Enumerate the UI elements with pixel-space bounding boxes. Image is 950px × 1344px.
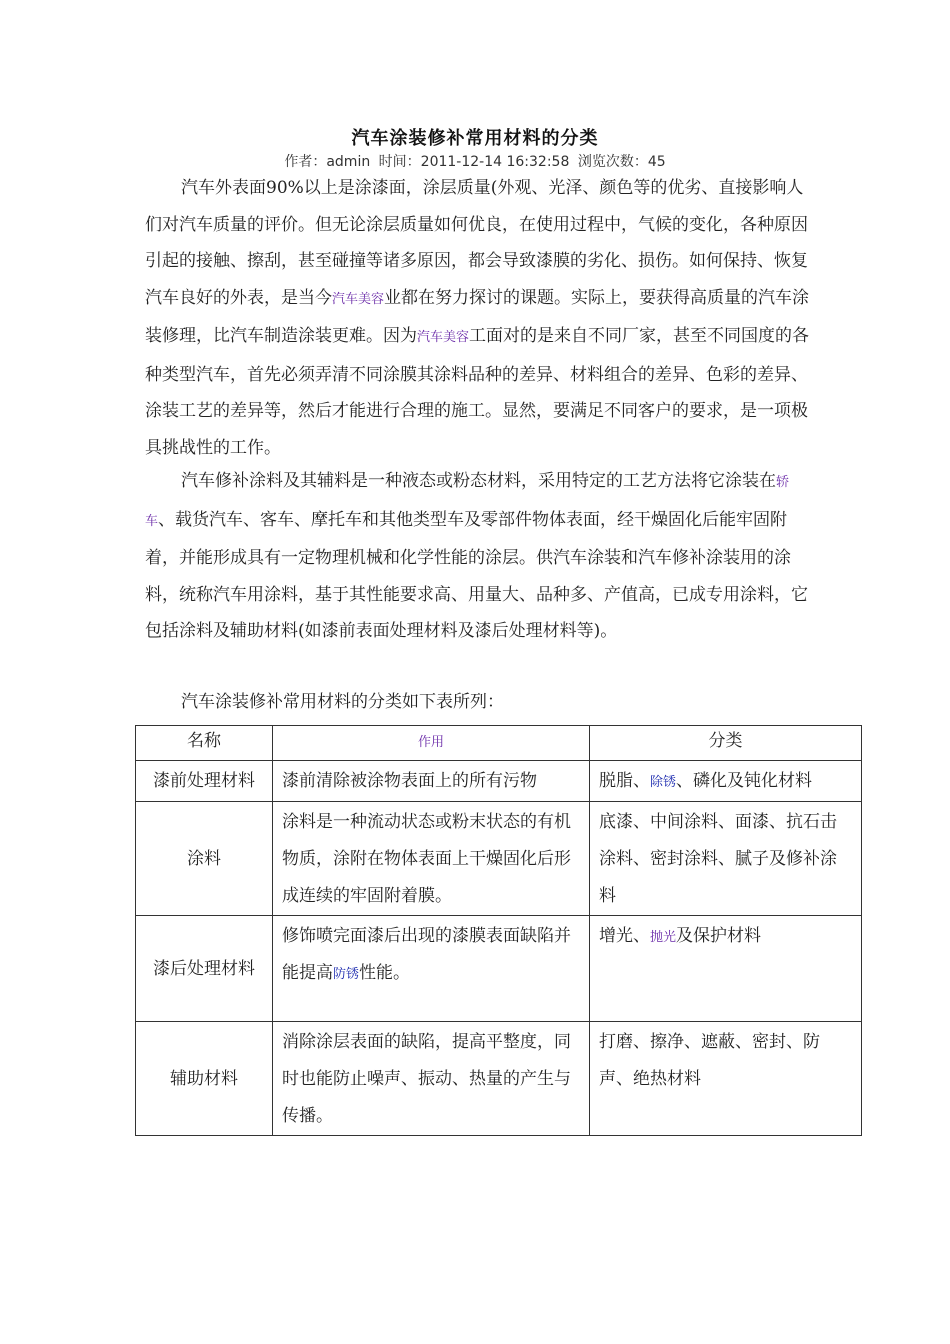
text-run: 汽车修补涂料及其辅料是一种液态或粉态材料，采用特定的工艺方法将它涂装在: [181, 471, 776, 491]
text-run: 脱脂、: [599, 771, 650, 791]
cell-name: 漆前处理材料: [136, 761, 273, 802]
cell-category: [590, 916, 862, 1022]
cell-use: 漆前清除被涂物表面上的所有污物: [273, 761, 590, 802]
table-header-row: [136, 726, 862, 761]
text-run: 业都在努力探讨的课题。实际上，要获得高质量的汽车涂装修理，比汽车制造涂装更难。因为: [145, 287, 810, 346]
view-count: 浏览次数：45: [577, 154, 666, 170]
table-row: [136, 761, 862, 802]
header-category: 分类: [590, 726, 862, 761]
text-run: 汽车外表面90%以上是涂漆面，涂层质量(外观、光泽、颜色等的优劣、直接影响人们对汽车质量的评价。但无论涂层质量如何优良，在使用过程中，气候的变化，各种原因引起的接触、擦刮，甚至碰撞等诸多原因，都会导致漆膜的劣化、损伤。如何保持、恢复汽车良好的外表，是当今: [145, 178, 808, 308]
table-row: [136, 916, 862, 1022]
text-run: 、载货汽车、客车、摩托车和其他类型车及零部件物体表面，经干燥固化后能牢固附着，并能形成具有一定物理机械和化学性能的涂层。供汽车涂装和汽车修补涂装用的涂料，统称汽车用涂料，基于其性能要求高、用量大、品种多、产值高，已成专用涂料，它包括涂料及辅助材料(如漆前表面处理材料及漆后处理材料等)。: [145, 509, 808, 641]
cell-name: 涂料: [136, 802, 273, 916]
header-use: [273, 726, 590, 761]
keyword-link[interactable]: 汽车美容: [417, 330, 470, 345]
cell-use: 消除涂层表面的缺陷，提高平整度，同时也能防止噪声、振动、热量的产生与传播。: [273, 1022, 590, 1136]
keyword-link[interactable]: 防锈: [333, 967, 360, 982]
text-run: 修饰喷完面漆后出现的漆膜表面缺陷并能提高: [282, 926, 571, 983]
cell-name: 辅助材料: [136, 1022, 273, 1136]
text-run: 性能。: [359, 963, 411, 983]
cell-name: 漆后处理材料: [136, 916, 273, 1022]
keyword-link[interactable]: 除锈: [650, 775, 677, 790]
cell-category: [590, 761, 862, 802]
keyword-link[interactable]: 轿车: [145, 475, 790, 529]
paragraph-materials: [145, 463, 810, 650]
cell-use: [273, 916, 590, 1022]
article-title: 汽车涂装修补常用材料的分类: [351, 128, 599, 149]
classification-table: [135, 725, 862, 1136]
text-run: 、磷化及钝化材料: [676, 771, 813, 791]
publish-time: 时间：2011-12-14 16:32:58: [378, 154, 570, 170]
keyword-link[interactable]: 抛光: [650, 930, 677, 945]
text-run: 工面对的是来自不同厂家，甚至不同国度的各种类型汽车，首先必须弄清不同涂膜其涂料品种的差异、材料组合的差异、色彩的差异、涂装工艺的差异等，然后才能进行合理的施工。显然，要满足不同客户的要求，是一项极具挑战性的工作。: [145, 326, 810, 458]
cell-category: 底漆、中间涂料、面漆、抗石击涂料、密封涂料、腻子及修补涂料: [590, 802, 862, 916]
header-use-label: 作用: [417, 735, 444, 750]
article-meta: [0, 151, 950, 171]
paragraph-intro: [145, 170, 810, 466]
text-run: 及保护材料: [676, 926, 762, 946]
table-row: [136, 802, 862, 916]
cell-use: 涂料是一种流动状态或粉末状态的有机物质，涂附在物体表面上干燥固化后形成连续的牢固附着膜。: [273, 802, 590, 916]
author: 作者：admin: [284, 154, 371, 170]
text-run: 增光、: [599, 926, 650, 946]
paragraph-table-intro: 汽车涂装修补常用材料的分类如下表所列：: [181, 692, 504, 712]
header-name: 名称: [136, 726, 273, 761]
table-row: [136, 1022, 862, 1136]
keyword-link[interactable]: 汽车美容: [332, 291, 385, 307]
cell-category: 打磨、擦净、遮蔽、密封、防声、绝热材料: [590, 1022, 862, 1136]
